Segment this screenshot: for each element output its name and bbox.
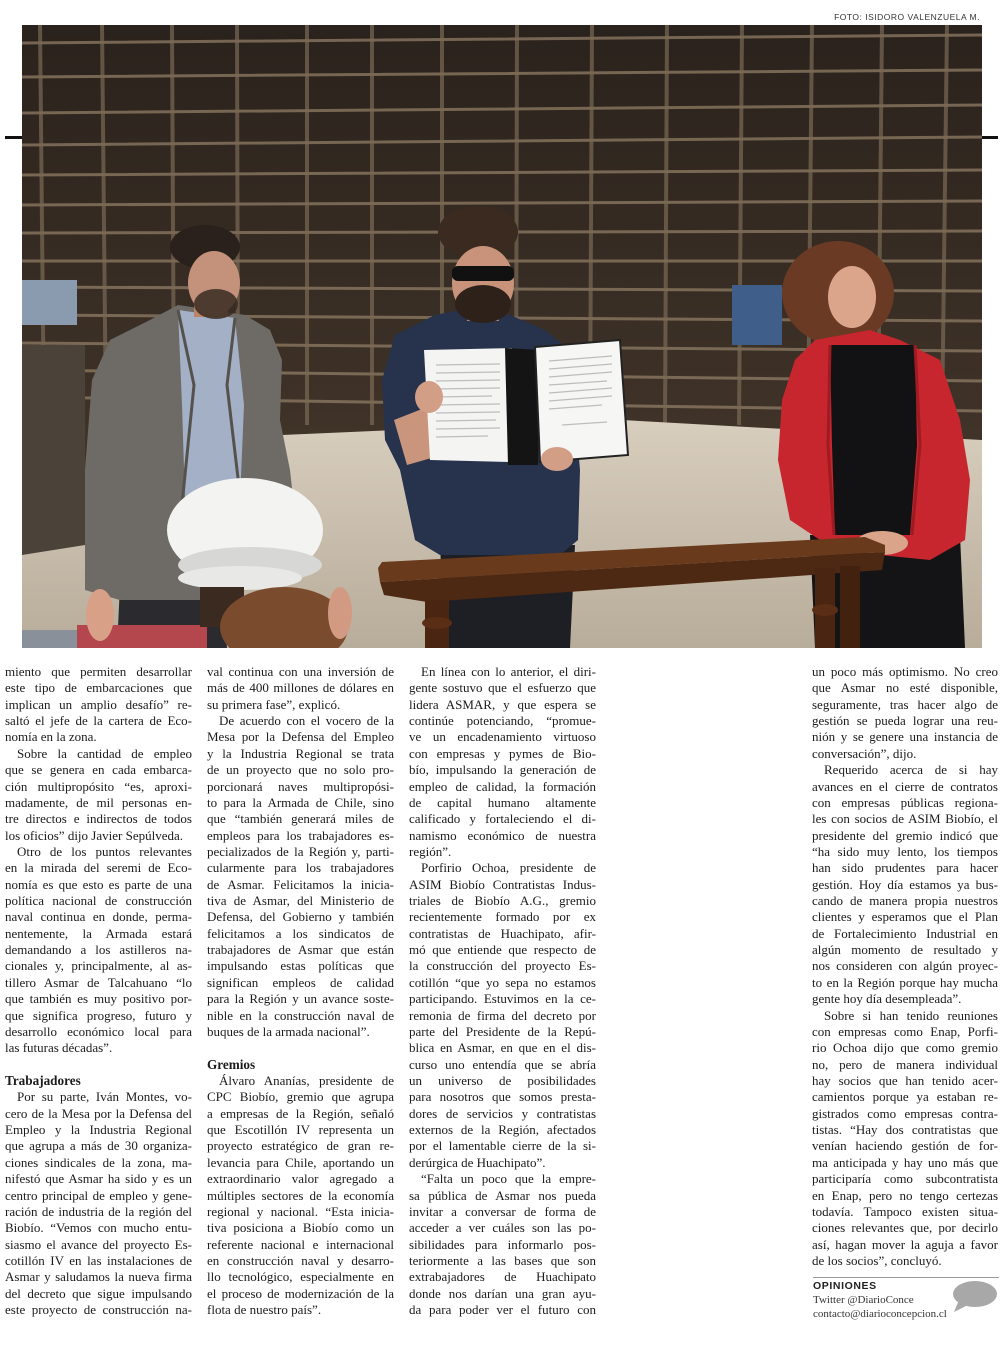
text-line: Defensa, del Gobierno y también [207, 909, 394, 925]
light-blue-shirt [178, 310, 244, 500]
text-line: pecializados de la Región y, parti- [207, 843, 394, 859]
text-line: mó que entiende que respecto de [409, 942, 596, 958]
text-line: con empresas públicas regiona- [812, 794, 998, 810]
article-column-3 [409, 664, 596, 1318]
text-line: madamente, de mil personas en- [5, 794, 192, 810]
decree-folder [424, 340, 628, 465]
text-line: no, pero de manera individual [812, 1056, 998, 1072]
paragraph [207, 664, 394, 713]
text-line: un poco más optimismo. No creo [812, 664, 998, 679]
text-line: en la mirada del seremi de Eco- [5, 860, 192, 876]
photo-illustration [22, 25, 982, 648]
text-line: felicitamos a los sindicatos de [207, 925, 394, 941]
text-line: que Asmar no esté disponible, [812, 680, 998, 696]
subheading: Gremios [207, 1056, 256, 1072]
text-line: seguramente, tras hacer algo de [812, 696, 998, 712]
article-column-2 [207, 664, 394, 1318]
text-line: “ha sido muy lento, los tiempos [812, 843, 998, 859]
paragraph [5, 1089, 192, 1318]
text-line: camientos porque ya estaban re- [812, 1089, 998, 1105]
text-line: de un proyecto que no solo pro- [207, 762, 394, 778]
sunglasses [452, 266, 514, 281]
text-line: nión y se genere una instancia de [812, 729, 998, 745]
crowd-bottom-left [22, 630, 80, 648]
photo-credit: FOTO: ISIDORO VALENZUELA M. [834, 12, 980, 22]
text-line: Otro de los puntos relevantes [17, 843, 192, 859]
text-line: la construcción del proyecto Es- [409, 958, 596, 974]
text-line: val continua con una inversión de [207, 664, 394, 679]
text-line: este tipo de embarcaciones que [5, 680, 192, 696]
table-leg-right-turning [812, 604, 838, 616]
text-line: tillero Asmar de Talcahuano “lo [5, 974, 192, 990]
text-line: En línea con lo anterior, el diri- [421, 664, 596, 679]
text-line: regional y nacional. “Esta inicia- [207, 1203, 394, 1219]
text-line: curso uno entendía que se abría [409, 1056, 596, 1072]
hand-left [415, 381, 443, 413]
text-line: con empresas como Enap, Porfi- [812, 1023, 998, 1039]
text-line: con empresas y pymes de Bio- [409, 745, 596, 761]
text-line: nifestó que Asmar ha sido y es un [5, 1171, 192, 1187]
paragraph [5, 664, 192, 746]
text-line: región”. [409, 843, 452, 859]
text-line: extraordinario valor agregado a [207, 1171, 394, 1187]
text-line: que también es muy positivo por- [5, 991, 192, 1007]
text-line: de los socios”, concluyó. [812, 1252, 942, 1268]
text-line: Biobío. “Vemos con mucho entu- [5, 1220, 192, 1236]
text-line: Por su parte, Iván Montes, vo- [17, 1089, 192, 1105]
text-line: las futuras décadas”. [5, 1040, 113, 1056]
text-line: to en la Región porque hay mucha [812, 974, 998, 990]
paragraph [409, 664, 596, 860]
text-line: calificado y fortaleciendo el di- [409, 811, 596, 827]
text-line: que agrupa a más de 30 organiza- [5, 1138, 192, 1154]
text-line: tre directos e indirectos de todos [5, 811, 192, 827]
text-line: saltó el jefe de la cartera de Eco- [5, 713, 192, 729]
text-line: Porfirio Ochoa, presidente de [421, 860, 596, 876]
text-line: porcionará naves multipropósi- [207, 778, 394, 794]
text-line: los oficios” dijo Javier Sepúlveda. [5, 827, 183, 843]
text-line: más de 400 millones de dólares en [207, 680, 394, 696]
text-line: y la Industria Regional se trata [207, 745, 394, 761]
paragraph [5, 844, 192, 1057]
text-line: ciones sindicales de la zona, ma- [5, 1154, 192, 1170]
text-line: este proyecto de construcción na- [5, 1302, 192, 1318]
opinions-label: OPINIONES [813, 1280, 877, 1292]
text-line: parte del Presidente de la Repú- [409, 1023, 596, 1039]
text-line: sa pública de Asmar nos pueda [409, 1187, 596, 1203]
text-line: nomía en la zona. [5, 729, 97, 745]
text-line: todavía. Tampoco existen situa- [812, 1203, 998, 1219]
text-line: participando. Estuvimos en la ce- [409, 991, 596, 1007]
text-line: nible en la construcción naval de [207, 1007, 394, 1023]
text-line: da para poder ver el futuro con [409, 1302, 596, 1318]
text-line: ciones relevantes que, por decirlo [812, 1220, 998, 1236]
text-line: cotillón “que yo sepa no estamos [409, 974, 596, 990]
text-line: de capital humano altamente [409, 794, 596, 810]
text-line: ASIM Biobío Contratistas Indus- [409, 876, 596, 892]
twitter-handle: Twitter @DiarioConce [813, 1294, 914, 1306]
text-line: proyecto estratégico de gran re- [207, 1138, 394, 1154]
text-line: impulsando estas políticas que [207, 958, 394, 974]
text-line: del decreto que sigue impulsando [5, 1285, 192, 1301]
text-line: que significa progreso, futuro y [5, 1007, 192, 1023]
text-line: su primera fase”, explicó. [207, 696, 341, 712]
text-line: a empresas de la Región, señaló [207, 1105, 394, 1121]
text-line: recientemente formado por ex [409, 909, 596, 925]
text-line: naval continua en donde, perma- [5, 909, 192, 925]
blue-container-right [732, 285, 782, 345]
text-line: De acuerdo con el vocero de la [219, 713, 394, 729]
text-line: que “también generará miles de [207, 811, 394, 827]
text-line: donde nos darían una gran ayu- [409, 1285, 596, 1301]
text-line: que se genera en cada embarca- [5, 762, 192, 778]
text-line: miento que permiten desarrollar [5, 664, 192, 679]
paragraph [5, 746, 192, 844]
text-line: ración de industria de la región del [5, 1203, 192, 1219]
black-top [830, 345, 917, 535]
text-line: CPC Biobío, gremio que agrupa [207, 1089, 394, 1105]
text-line: empleos para los trabajadores es- [207, 827, 394, 843]
text-line: nentemente, la Armada estará [5, 925, 192, 941]
text-line: trabajadores de Asmar que están [207, 942, 394, 958]
beard [455, 285, 511, 323]
text-line: Álvaro Ananías, presidente de [219, 1072, 394, 1088]
news-photo [22, 25, 982, 648]
text-line: que Escotillón IV representa un [207, 1122, 394, 1138]
text-line: flota de nuestro país”. [207, 1302, 322, 1318]
text-line: algún momento de resultado y [812, 942, 998, 958]
article-column-1 [5, 664, 192, 1318]
text-line: un universo de posibilidades [409, 1072, 596, 1088]
text-line: les con socios de ASIM Biobío, el [812, 811, 998, 827]
text-line: por el lamentable cierre de la si- [409, 1138, 596, 1154]
article-column-4 [812, 664, 998, 1269]
text-line: clientes y esperamos que el Plan [812, 909, 998, 925]
dark-structure-left [22, 345, 85, 555]
text-line: Sobre la cantidad de empleo [17, 745, 192, 761]
text-line: Empleo y la Industria Regional [5, 1122, 192, 1138]
text-line: venían haciendo gestión de for- [812, 1138, 998, 1154]
table-leg-right-back [840, 566, 860, 648]
text-line: participaría como subcontratista [812, 1171, 998, 1187]
naval-cap [167, 478, 323, 590]
text-line: sibilidades para informarlo pos- [409, 1236, 596, 1252]
text-line: continúe potenciando, “promue- [409, 713, 596, 729]
paragraph [207, 713, 394, 1040]
paragraph [207, 1073, 394, 1318]
text-line: teriormente a las bases que son [409, 1252, 596, 1268]
text-line: invitar a conversar de forma de [409, 1203, 596, 1219]
text-line: tiva posiciona a Biobío como un [207, 1220, 394, 1236]
text-line: levancia para Chile, aportando un [207, 1154, 394, 1170]
text-line: blica en Asmar, en que en el dis- [409, 1040, 596, 1056]
text-line: derúrgica de Huachipato”. [409, 1154, 546, 1170]
text-line: ción multipropósito “es, aproxi- [5, 778, 192, 794]
raised-hand-left [86, 589, 114, 641]
text-line: Requerido acerca de si hay [824, 762, 998, 778]
text-line: significan empleos de calidad [207, 974, 394, 990]
table-leg-left-turning [422, 617, 452, 629]
paragraph [812, 762, 998, 1007]
paragraph [409, 1171, 596, 1318]
text-line: externos de la Región, afectados [409, 1122, 596, 1138]
face [828, 266, 876, 328]
text-line: presidente del gremio indicó que [812, 827, 998, 843]
text-line: gestión se pueda lograr una reu- [812, 713, 998, 729]
text-line: empleo de calidad, la formación [409, 778, 596, 794]
section-rule-left [5, 136, 22, 139]
text-line: Sobre si han tenido reuniones [824, 1007, 998, 1023]
text-line: acceder a ver cuáles son las po- [409, 1220, 596, 1236]
text-line: para la Región y un avance soste- [207, 991, 394, 1007]
text-line: “Falta un poco que la empre- [421, 1171, 596, 1187]
raised-hand-right [328, 587, 352, 639]
contact-email: contacto@diarioconcepcion.cl [813, 1308, 947, 1320]
text-line: centro principal de empleo y gene- [5, 1187, 192, 1203]
speech-bubble-icon [950, 1279, 998, 1313]
text-line: lidera ASMAR, y que espera se [409, 696, 596, 712]
text-line: conversación”, dijo. [812, 745, 917, 761]
cap-band [178, 566, 302, 590]
text-line: referente nacional e internacional [207, 1236, 394, 1252]
text-line: extrabajadores de Huachipato [409, 1269, 596, 1285]
text-line: política nacional de construcción [5, 893, 192, 909]
subheading: Trabajadores [5, 1072, 81, 1088]
folder-spine [505, 348, 540, 465]
text-line: buques de la armada nacional”. [207, 1023, 370, 1039]
hand-right [541, 447, 573, 471]
text-line: nos consideren con algún proyec- [812, 958, 998, 974]
text-line: nomía es que esto es parte de una [5, 876, 192, 892]
text-line: Mesa por la Defensa del Empleo [207, 729, 394, 745]
text-line: tiva de Asmar, del Ministerio de [207, 893, 394, 909]
text-line: múltiples sectores de la economía [207, 1187, 394, 1203]
text-line: dores de servicios y contratistas [409, 1105, 596, 1121]
text-line: cotillón IV en las instalaciones de [5, 1252, 192, 1268]
text-line: bío, impulsando la generación de [409, 762, 596, 778]
text-line: para nosotros que somos presta- [409, 1089, 596, 1105]
text-line: hay socios que han tenido acer- [812, 1072, 998, 1088]
paragraph [812, 664, 998, 762]
paragraph [812, 1008, 998, 1270]
text-line: de Asmar. Felicitamos la inicia- [207, 876, 394, 892]
text-line: cando de manera propia nuestros [812, 893, 998, 909]
text-line: han sido prudentes para hacer [812, 860, 998, 876]
text-line: cero de la Mesa por la Defensa del [5, 1105, 192, 1121]
text-line: gente hoy día desempleada”. [812, 991, 962, 1007]
paragraph [409, 860, 596, 1171]
text-line: to para la Armada de Chile, sino [207, 794, 394, 810]
text-line: gestión. Hoy día estamos ya bus- [812, 876, 998, 892]
text-line: contratistas de Huachipato, afir- [409, 925, 596, 941]
text-line: gistrados como empresas contra- [812, 1105, 998, 1121]
text-line: tistas. “Hay dos contratistas que [812, 1122, 998, 1138]
beard [194, 289, 238, 319]
text-line: en construcción naval y desarro- [207, 1252, 394, 1268]
text-line: gente sostuvo que el esfuerzo que [409, 680, 596, 696]
text-line: cionales y, principalmente, al as- [5, 958, 192, 974]
text-line: en Enap, pero no tengo certezas [812, 1187, 998, 1203]
text-line: así, hagan mover la aguja a favor [812, 1236, 998, 1252]
text-line: Asmar y saludamos la nueva firma [5, 1269, 192, 1285]
text-line: ve un encadenamiento virtuoso [409, 729, 596, 745]
text-line: cularmente para los trabajadores [207, 860, 394, 876]
text-line: implican un amplio desafío” re- [5, 696, 192, 712]
text-line: triales de Biobío A.G., gremio [409, 893, 596, 909]
text-line: namismo económico de nuestra [409, 827, 596, 843]
text-line: demandando a los astilleros na- [5, 942, 192, 958]
blue-equipment-left [22, 280, 77, 325]
text-line: siasmo el avance del proyecto Es- [5, 1236, 192, 1252]
text-line: desarrollo económico local para [5, 1023, 192, 1039]
text-line: de Fortalecimiento Industrial en [812, 925, 998, 941]
text-line: avances en el cierre de contratos [812, 778, 998, 794]
text-line: el proceso de modernización de la [207, 1285, 394, 1301]
text-line: remonia de firma del decreto por [409, 1007, 596, 1023]
footer-divider [813, 1277, 999, 1278]
section-rule-right [982, 136, 998, 139]
text-line: ma anticipada y hay uno más que [812, 1154, 998, 1170]
text-line: rio Ochoa dijo que como gremio [812, 1040, 998, 1056]
text-line: llo tecnológico, especialmente en [207, 1269, 394, 1285]
